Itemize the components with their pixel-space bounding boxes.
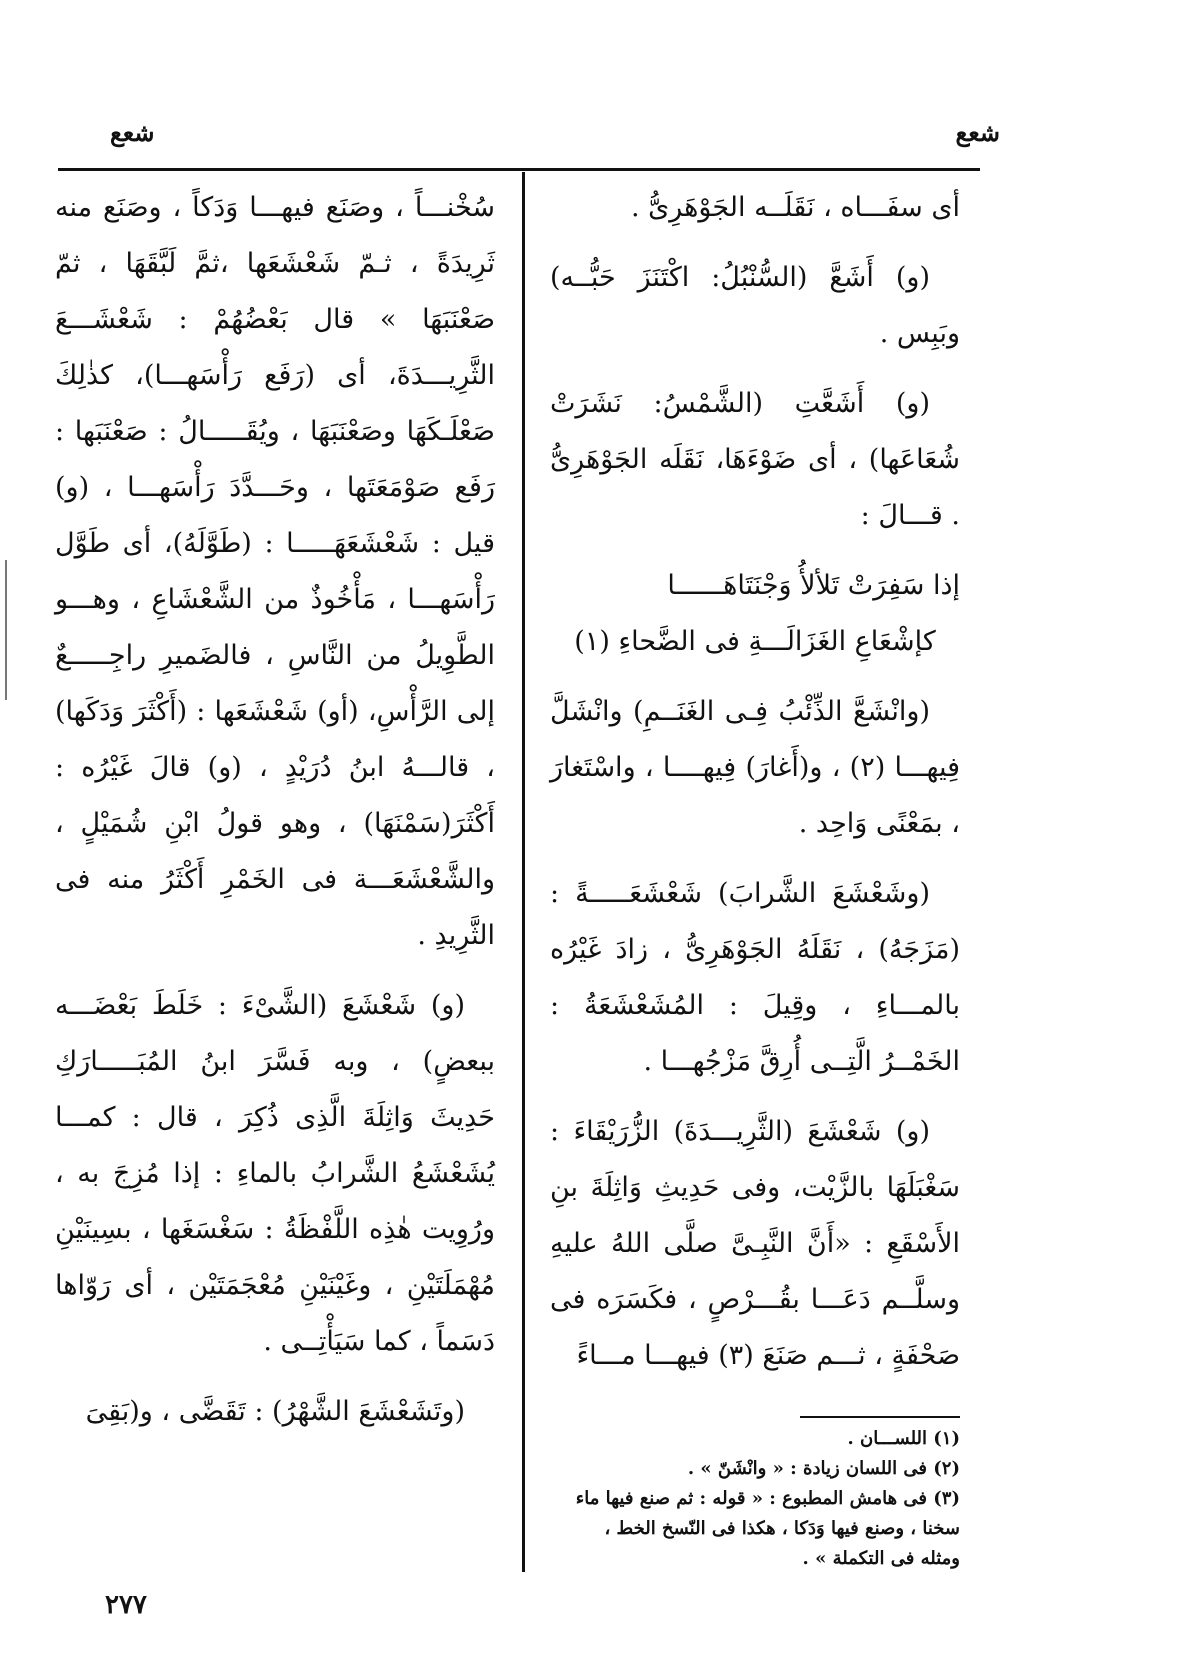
right-column [550, 180, 960, 1398]
running-head-right: شعع [955, 118, 1000, 147]
margin-mark [5, 560, 7, 700]
entry-paragraph: (و) أَشَعَّتِ (الشَّمْسُ: نَشَرَتْ شُعَاعَها) ، أى ضَوْءَهَا، نَقَلَه الجَوْهَرِىُّ . قـــالَ : [550, 388, 960, 531]
entry-paragraph: (و) شَعْشَعَ (الثَّرِيـــدَةَ) الزُّرَيْقَاءَ : سَغْبَلَهَا بالزَّيْت، وفى حَدِيثِ وَاثِلَةَ بنِ الأَسْقَعِ : «أَنَّ النَّبِـىَّ صلَّى اللهُ عليهِ وسلَّــم دَعَـــا بقُـــرْصٍ ، فكَسَرَه فى صَحْفَةٍ ، ثـــم صَنَعَ (٣) فيهـــا مـــاءً [550, 1116, 960, 1371]
entry-paragraph: (و) شَعْشَعَ (الشَّىْءَ : خَلَطَ بَعْضَـــه ببعضٍ) ، وبه فَسَّرَ ابنُ المُبَـــــارَكِ حَدِيثَ وَاثِلَةَ الَّذِى ذُكِرَ ، قال : كمـــا يُشَعْشَعُ الشَّرابُ بالماءِ : إذا مُزِجَ به ، ورُوِيت هٰذِه اللَّفْظَةُ : سَغْسَغَها ، بسِينَيْنِ مُهْمَلَتَيْنِ ، وغَيْنَيْنِ مُعْجَمَتَيْن ، أى رَوّاها دَسَماً ، كما سَيَأْتِــى . [55, 990, 495, 1357]
page-number: ٢٧٧ [105, 1590, 147, 1620]
entry-paragraph: (و) أَشَعَّ (السُّنْبُلُ: اكْتَنَزَ حَبُّــه) وبَبِس . [550, 262, 960, 349]
footnote: (٣) فى هامش المطبوع : « قوله : ثم صنع فيها ماء سخنا ، وصنع فيها وَدَكا ، هكذا فى النّسخ الخط ، ومثله فى التكملة » . [575, 1488, 960, 1569]
footnotes [560, 1424, 960, 1574]
entry-paragraph: (وشَعْشَعَ الشَّرابَ) شَعْشَعَـــــةً : (مَزَجَهُ) ، نَقَلَهُ الجَوْهَرِىُّ ، زادَ غَيْرُه بالمـــاءِ ، وقِيلَ : المُشَعْشَعَةُ : الخَمْــرُ الَّتِــى أُرِقَّ مَزْجُهـــا . [550, 878, 960, 1077]
verse-line: كإشْعَاعِ الغَزَالَـــةِ فى الضَّحاءِ (١) [574, 626, 936, 657]
footnote: (١) اللســـان . [847, 1428, 960, 1449]
entry-paragraph: أى سفَـــاه ، نَقَلَــه الجَوْهَرِىُّ . [630, 192, 960, 223]
footnote-rule [800, 1416, 960, 1418]
entry-paragraph: سُخْنـــاً ، وصَنَع فيهـــا وَدَكاً ، وصَنَع منه ثَرِيدَةً ، ثـمّ شَعْشَعَها ،ثمَّ لَبَّقَهَا ، ثمّ صَعْنَبَهَا » قال بَعْضُهُمْ : شَعْشَـــعَ الثَّرِيـــدَةَ، أى (رَفَع رَأْسَهـــا)، كذٰلِكَ صَعْلَـكَهَا وصَعْنَبَهَا ، ويُقَـــــالُ : صَعْنَبَها : رَفَع صَوْمَعَتَها ، وحَـــدَّدَ رَأْسَهـــا ، (و) قيل : شَعْشَعَهَـــــا : (طَوَّلَهُ)، أى طَوَّل رَأْسَهـــا ، مَأْخُوذٌ من الشَّعْشَاعِ ، وهـــو الطَّوِيلُ من النَّاسِ ، فالضَميرِ راجِـــــعٌ إلى الرَّأْسِ، (أو) شَعْشَعَها : (أَكْثَرَ وَدَكَها) ، قالـــهُ ابنُ دُرَيْدٍ ، (و) قالَ غَيْرُه : أَكْثَرَ(سَمْنَهَا) ، وهو قولُ ابْنِ شُمَيْلٍ ، والشَّعْشَعَـــة فى الخَمْرِ أَكْثَرُ منه فى الثَّرِيدِ . [55, 192, 495, 951]
header-rule [58, 168, 980, 171]
verse-line: إذا سَفِرَتْ تَلألأُ وَجْنَتَاهَــــــا [667, 570, 960, 601]
column-divider [522, 172, 525, 1572]
running-head-left: شعع [110, 118, 155, 147]
footnote: (٢) فى اللسان زيادة : « وانْشَنّ » . [687, 1458, 960, 1479]
entry-paragraph: (وانْشَعَّ الذِّئْبُ فِـى الغَنَــمِ) وانْشَلَّ فِيهـــا (٢) ، و(أَغارَ) فِيهــــا ، واسْتَغارَ ، بمَعْنًى وَاحِد . [550, 696, 960, 839]
entry-paragraph: (وتَشَعْشَعَ الشَّهْرُ) : تَقَضَّى ، و(بَقِىَ [85, 1396, 465, 1427]
left-column [55, 180, 495, 1454]
